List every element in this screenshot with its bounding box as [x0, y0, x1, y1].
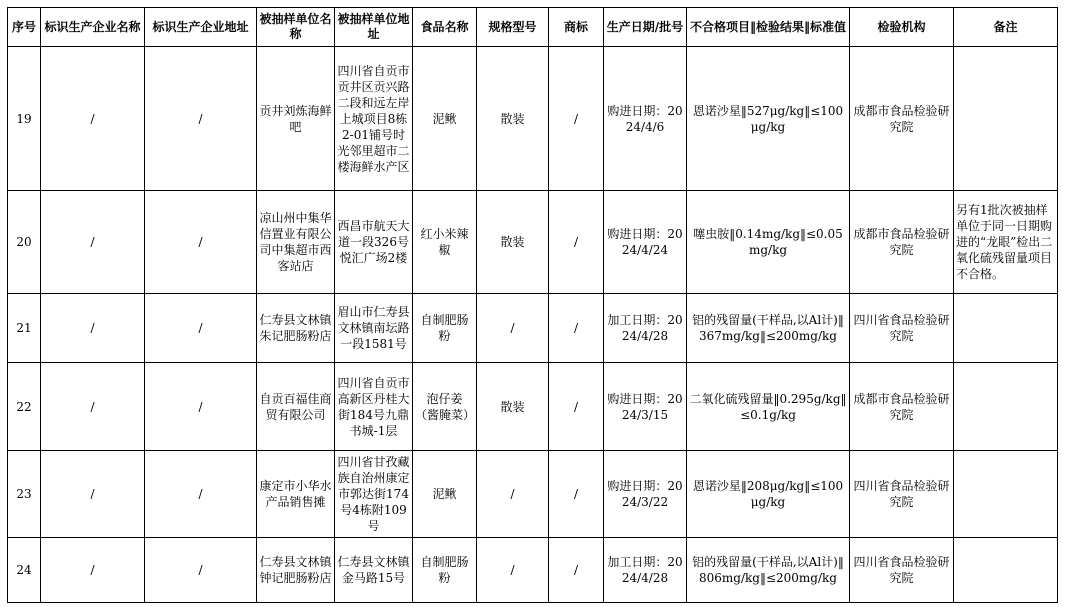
cell-no: 22 [8, 363, 41, 451]
header-note: 备注 [954, 8, 1058, 47]
cell-item: 恩诺沙星‖527μg/kg‖≤100μg/kg [687, 47, 850, 191]
cell-brand: / [549, 191, 604, 294]
cell-mfr-name: / [41, 538, 145, 603]
header-no: 序号 [8, 8, 41, 47]
cell-unit-name: 康定市小华水产品销售摊 [257, 451, 335, 538]
cell-unit-name: 仁寿县文林镇朱记肥肠粉店 [257, 294, 335, 363]
cell-mfr-addr: / [145, 451, 257, 538]
cell-item: 噻虫胺‖0.14mg/kg‖≤0.05mg/kg [687, 191, 850, 294]
cell-unit-name: 自贡百福佳商贸有限公司 [257, 363, 335, 451]
cell-brand: / [549, 47, 604, 191]
cell-spec: 散装 [477, 47, 549, 191]
cell-note [954, 538, 1058, 603]
cell-food: 泡仔姜（酱腌菜） [413, 363, 477, 451]
cell-spec: / [477, 294, 549, 363]
cell-unit-name: 贡井刘炼海鲜吧 [257, 47, 335, 191]
cell-food: 泥鳅 [413, 47, 477, 191]
table-row [8, 294, 1058, 363]
cell-date: 购进日期：2024/3/22 [604, 451, 687, 538]
cell-food: 泥鳅 [413, 451, 477, 538]
cell-note [954, 451, 1058, 538]
header-item: 不合格项目‖检验结果‖标准值 [687, 8, 850, 47]
cell-org: 四川省食品检验研究院 [850, 451, 954, 538]
cell-food: 自制肥肠粉 [413, 538, 477, 603]
cell-item: 恩诺沙星‖208μg/kg‖≤100μg/kg [687, 451, 850, 538]
cell-mfr-addr: / [145, 294, 257, 363]
cell-date: 加工日期：2024/4/28 [604, 294, 687, 363]
cell-no: 23 [8, 451, 41, 538]
header-org: 检验机构 [850, 8, 954, 47]
cell-note [954, 47, 1058, 191]
header-unit-name: 被抽样单位名称 [257, 8, 335, 47]
header-date: 生产日期/批号 [604, 8, 687, 47]
inspection-table [7, 7, 1058, 603]
cell-no: 20 [8, 191, 41, 294]
cell-brand: / [549, 538, 604, 603]
cell-mfr-addr: / [145, 47, 257, 191]
header-brand: 商标 [549, 8, 604, 47]
cell-brand: / [549, 451, 604, 538]
header-mfr-name: 标识生产企业名称 [41, 8, 145, 47]
cell-org: 四川省食品检验研究院 [850, 294, 954, 363]
cell-food: 红小米辣椒 [413, 191, 477, 294]
cell-mfr-addr: / [145, 191, 257, 294]
cell-unit-addr: 仁寿县文林镇金马路15号 [335, 538, 413, 603]
cell-unit-addr: 四川省自贡市贡井区贡兴路二段和远左岸上城项目8栋2-01铺号时光邻里超市二楼海鲜水产区 [335, 47, 413, 191]
cell-spec: / [477, 451, 549, 538]
cell-org: 四川省食品检验研究院 [850, 538, 954, 603]
cell-unit-addr: 眉山市仁寿县文林镇南坛路一段1581号 [335, 294, 413, 363]
cell-mfr-name: / [41, 191, 145, 294]
cell-date: 加工日期：2024/4/28 [604, 538, 687, 603]
header-row [8, 8, 1058, 47]
cell-item: 铝的残留量(干样品,以Al计)‖806mg/kg‖≤200mg/kg [687, 538, 850, 603]
cell-note [954, 363, 1058, 451]
cell-date: 购进日期：2024/4/6 [604, 47, 687, 191]
cell-date: 购进日期：2024/3/15 [604, 363, 687, 451]
header-unit-addr: 被抽样单位地址 [335, 8, 413, 47]
cell-unit-addr: 西昌市航天大道一段326号悦汇广场2楼 [335, 191, 413, 294]
cell-mfr-name: / [41, 363, 145, 451]
cell-unit-name: 凉山州中集华信置业有限公司中集超市西客站店 [257, 191, 335, 294]
cell-unit-addr: 四川省甘孜藏族自治州康定市郭达街174号4栋附109号 [335, 451, 413, 538]
cell-unit-name: 仁寿县文林镇钟记肥肠粉店 [257, 538, 335, 603]
cell-brand: / [549, 294, 604, 363]
table-row [8, 538, 1058, 603]
table-row [8, 47, 1058, 191]
cell-spec: / [477, 538, 549, 603]
cell-food: 自制肥肠粉 [413, 294, 477, 363]
cell-unit-addr: 四川省自贡市高新区丹桂大街184号九鼎书城-1层 [335, 363, 413, 451]
header-spec: 规格型号 [477, 8, 549, 47]
table-row [8, 451, 1058, 538]
cell-no: 24 [8, 538, 41, 603]
cell-mfr-addr: / [145, 538, 257, 603]
cell-spec: 散装 [477, 363, 549, 451]
cell-brand: / [549, 363, 604, 451]
cell-mfr-addr: / [145, 363, 257, 451]
cell-mfr-name: / [41, 47, 145, 191]
cell-org: 成都市食品检验研究院 [850, 47, 954, 191]
cell-no: 19 [8, 47, 41, 191]
cell-date: 购进日期：2024/4/24 [604, 191, 687, 294]
header-food: 食品名称 [413, 8, 477, 47]
cell-item: 铝的残留量(干样品,以Al计)‖367mg/kg‖≤200mg/kg [687, 294, 850, 363]
cell-mfr-name: / [41, 451, 145, 538]
cell-org: 成都市食品检验研究院 [850, 191, 954, 294]
table-row [8, 363, 1058, 451]
cell-mfr-name: / [41, 294, 145, 363]
cell-note: 另有1批次被抽样单位于同一日期购进的“龙眼”检出二氧化硫残留量项目不合格。 [954, 191, 1058, 294]
cell-note [954, 294, 1058, 363]
header-mfr-addr: 标识生产企业地址 [145, 8, 257, 47]
cell-no: 21 [8, 294, 41, 363]
cell-org: 成都市食品检验研究院 [850, 363, 954, 451]
cell-item: 二氧化硫残留量‖0.295g/kg‖≤0.1g/kg [687, 363, 850, 451]
table-row [8, 191, 1058, 294]
cell-spec: 散装 [477, 191, 549, 294]
